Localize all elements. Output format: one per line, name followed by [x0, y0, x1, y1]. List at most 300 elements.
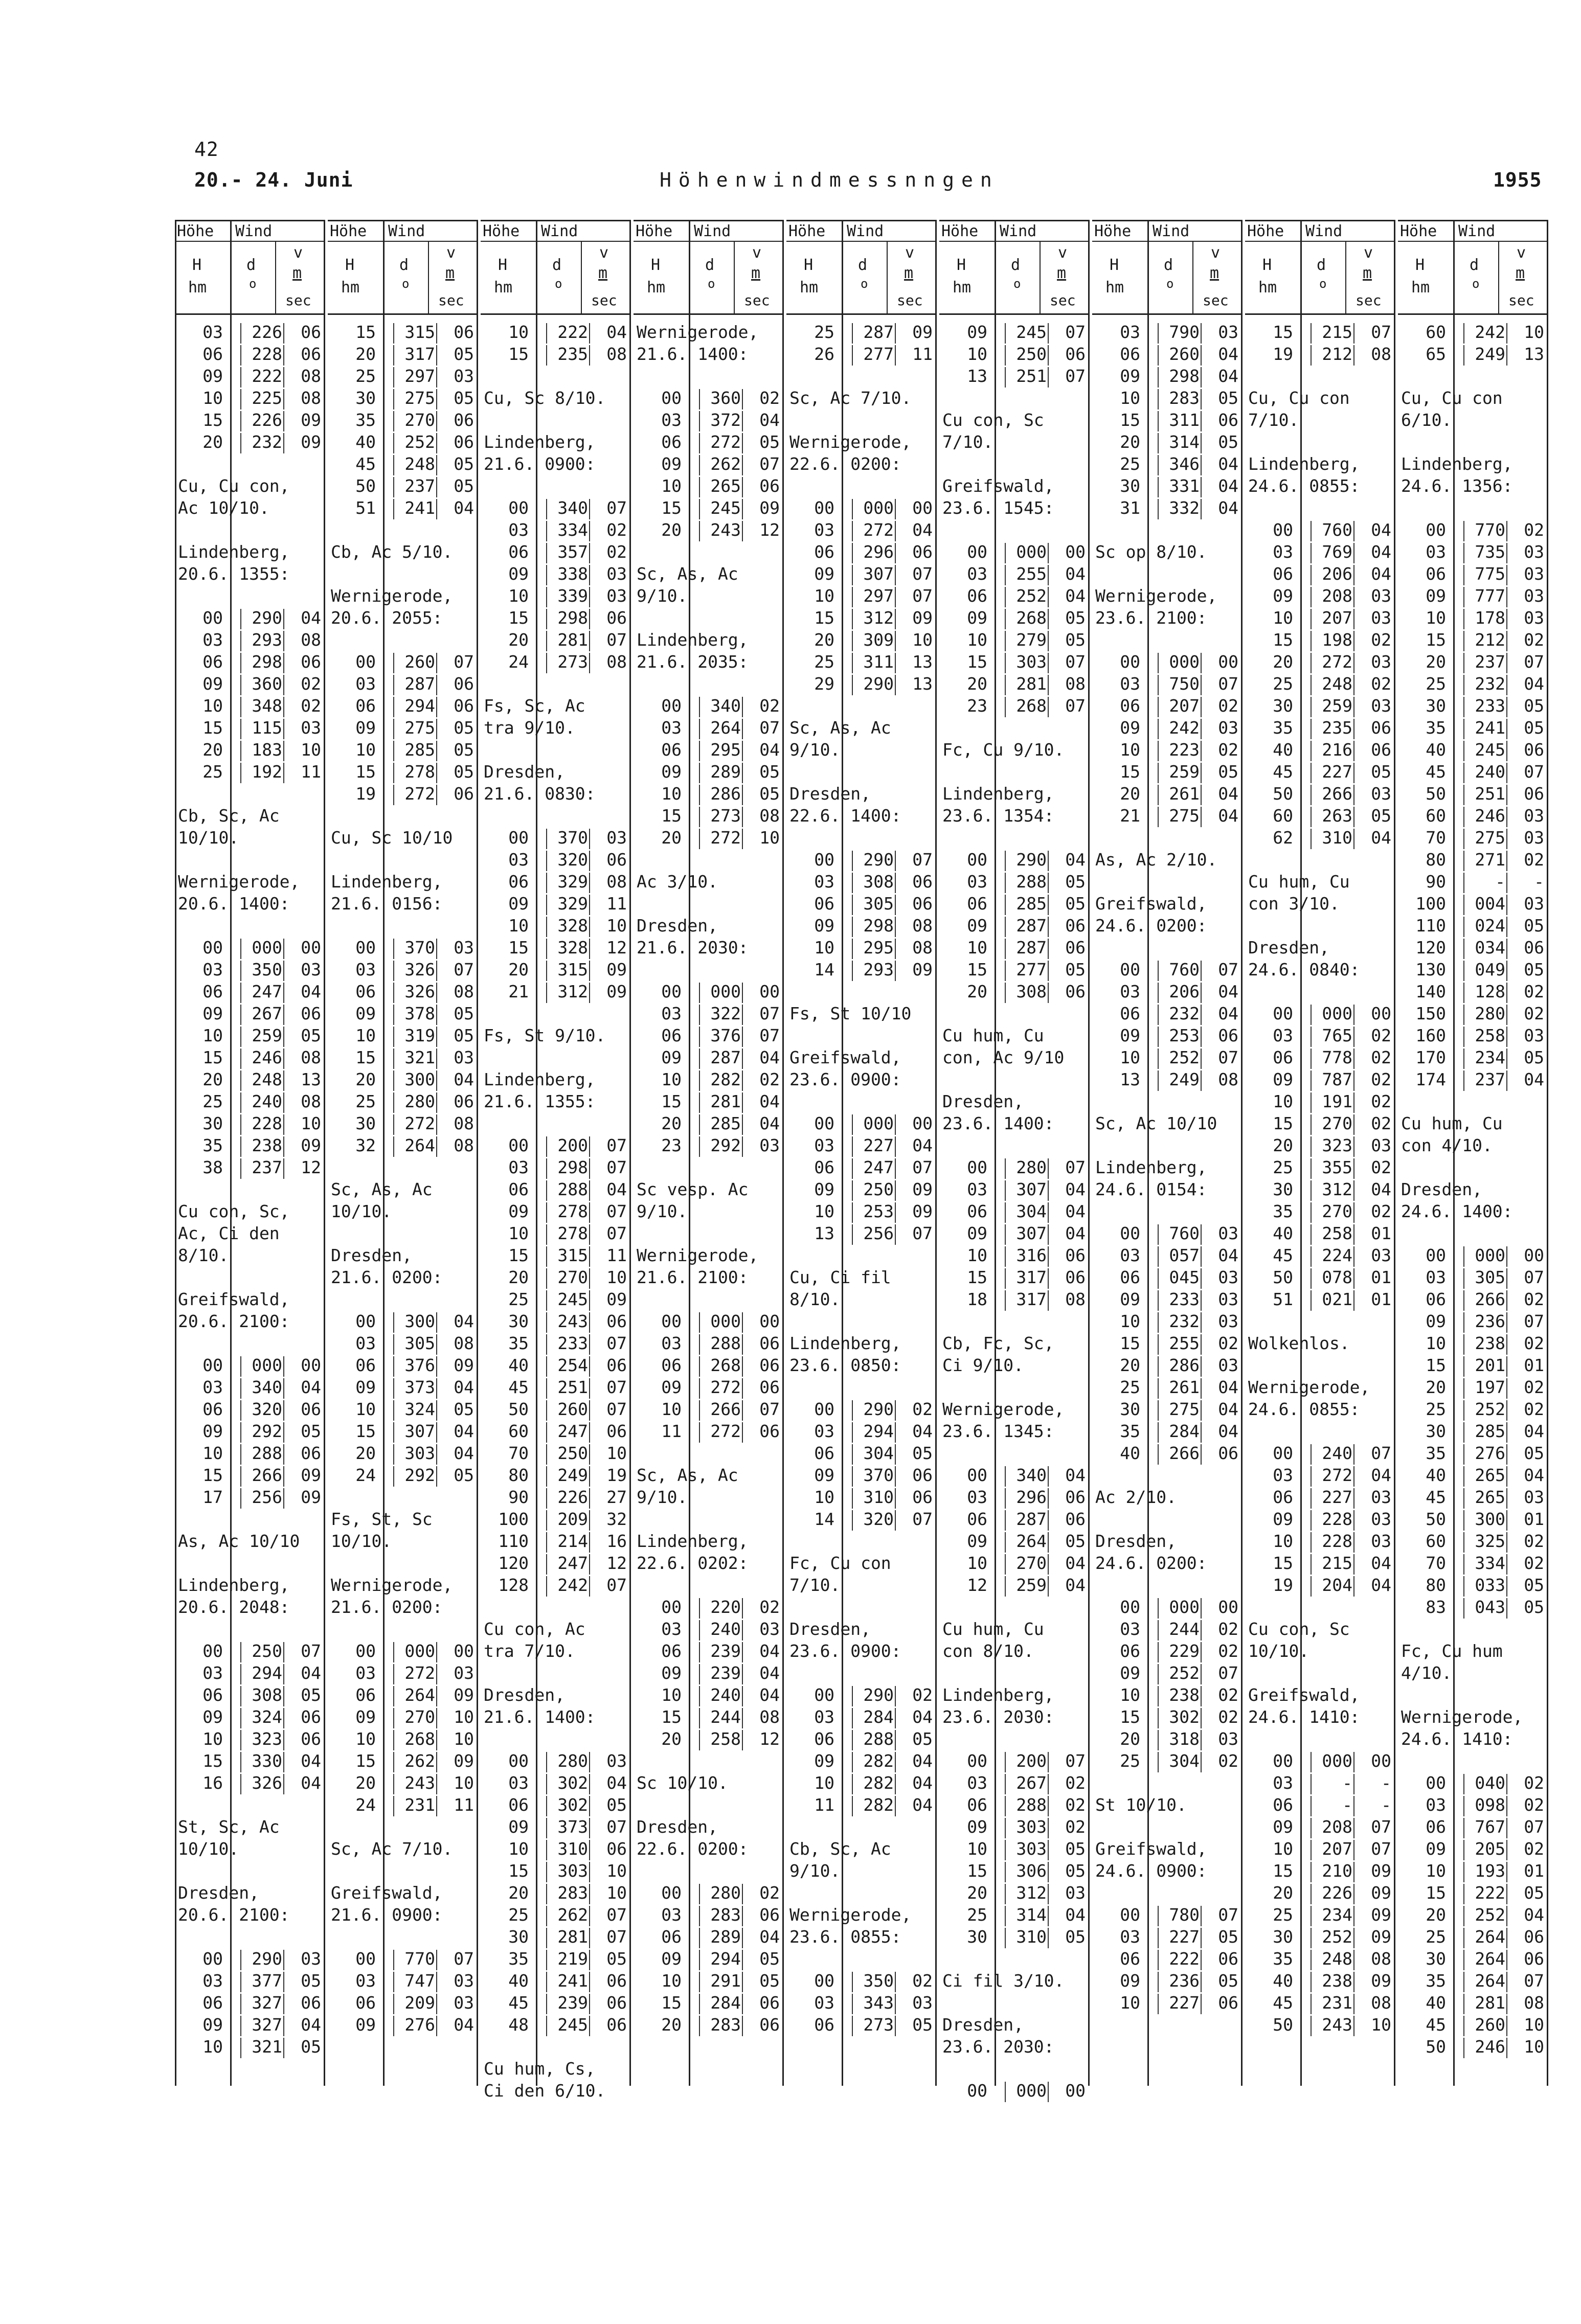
- table-column: [1245, 220, 1395, 2086]
- speed-value: 03: [1218, 1223, 1238, 1243]
- note-label: 7/10.: [942, 432, 993, 452]
- blank-line: [328, 850, 478, 872]
- speed-value: 03: [1371, 1487, 1391, 1507]
- table-row: [939, 1465, 1090, 1487]
- direction-value: 271: [1475, 850, 1505, 870]
- speed-value: 06: [1065, 982, 1086, 1001]
- height-value: 170: [1415, 1047, 1446, 1067]
- header-sec: sec: [591, 292, 617, 309]
- note-text: [175, 1245, 325, 1267]
- speed-value: 03: [301, 718, 321, 738]
- direction-value: 212: [1475, 630, 1505, 650]
- direction-value: 308: [1016, 982, 1047, 1001]
- direction-value: 316: [1016, 1245, 1047, 1265]
- height-value: 15: [355, 762, 376, 782]
- note-label: Greifswald,: [1095, 894, 1207, 914]
- speed-value: 04: [1218, 1004, 1238, 1023]
- note-text: [1398, 1641, 1548, 1663]
- direction-value: 288: [1016, 1795, 1047, 1815]
- speed-value: 06: [1065, 916, 1086, 936]
- speed-value: 07: [606, 1223, 627, 1243]
- blank-line: [175, 586, 325, 608]
- speed-value: 04: [454, 1421, 474, 1441]
- note-text: [1245, 1707, 1395, 1729]
- note-text: [786, 784, 937, 806]
- table-row: [1398, 2037, 1548, 2059]
- speed-value: 10: [606, 1861, 627, 1881]
- direction-value: 264: [1475, 1927, 1505, 1947]
- height-value: 20: [355, 1069, 376, 1089]
- height-value: 90: [508, 1487, 529, 1507]
- height-value: 60: [1426, 806, 1446, 826]
- direction-value: 249: [1169, 1069, 1200, 1089]
- table-row: [786, 1223, 937, 1245]
- direction-value: 280: [404, 1091, 435, 1111]
- direction-value: 328: [557, 938, 588, 958]
- table-row: [175, 674, 325, 696]
- direction-value: 370: [863, 1465, 894, 1485]
- height-value: 20: [814, 630, 834, 650]
- height-value: 06: [1273, 1487, 1293, 1507]
- height-value: 03: [202, 630, 223, 650]
- note-label: Lindenberg,: [942, 1685, 1054, 1705]
- height-value: 09: [508, 564, 529, 584]
- direction-value: 305: [863, 894, 894, 914]
- direction-value: 246: [1475, 806, 1505, 826]
- direction-value: 200: [557, 1135, 588, 1155]
- direction-value: 338: [557, 564, 588, 584]
- note-text: [328, 586, 478, 608]
- speed-value: 04: [1218, 784, 1238, 804]
- note-text: [175, 1289, 325, 1311]
- table-row: [1245, 1026, 1395, 1047]
- speed-value: 06: [301, 322, 321, 342]
- note-label: Sc, As, Ac: [637, 564, 738, 584]
- table-row: [1092, 1905, 1243, 1927]
- header-hohe: Höhe: [1094, 222, 1132, 240]
- table-row: [1398, 1839, 1548, 1861]
- table-row: [481, 982, 631, 1004]
- speed-value: 02: [1371, 630, 1391, 650]
- table-row: [481, 1817, 631, 1839]
- direction-value: 307: [1016, 1223, 1047, 1243]
- note-text: [175, 872, 325, 894]
- speed-value: 06: [1065, 1245, 1086, 1265]
- height-value: 45: [1426, 1487, 1446, 1507]
- header-divider: [275, 241, 276, 313]
- table-row: [786, 1421, 937, 1443]
- speed-value: 03: [1371, 1245, 1391, 1265]
- height-value: 06: [661, 740, 682, 760]
- table-row: [634, 762, 784, 784]
- speed-value: 00: [301, 1355, 321, 1375]
- direction-value: 208: [1322, 586, 1352, 606]
- speed-value: 05: [759, 1971, 780, 1991]
- speed-value: 02: [1524, 1773, 1544, 1793]
- header-h: H: [1110, 256, 1119, 274]
- table-row: [175, 1487, 325, 1509]
- direction-value: 237: [252, 1157, 282, 1177]
- height-value: 40: [1273, 1223, 1293, 1243]
- note-text: [1398, 410, 1548, 432]
- direction-value: 238: [252, 1135, 282, 1155]
- table-row: [1398, 1421, 1548, 1443]
- height-value: 06: [1120, 696, 1140, 716]
- speed-value: 09: [606, 960, 627, 979]
- speed-value: 06: [759, 476, 780, 496]
- speed-value: 07: [912, 586, 933, 606]
- table-row: [1245, 674, 1395, 696]
- direction-value: 234: [1322, 1905, 1352, 1925]
- table-row: [1245, 740, 1395, 762]
- table-row: [481, 564, 631, 586]
- direction-value: 264: [1475, 1949, 1505, 1969]
- height-value: 11: [661, 1421, 682, 1441]
- note-label: Cu hum, Cu: [942, 1619, 1044, 1639]
- height-value: 06: [967, 586, 987, 606]
- direction-value: 283: [710, 2015, 741, 2035]
- height-value: 35: [355, 410, 376, 430]
- speed-value: 03: [1371, 1135, 1391, 1155]
- note-label: Dresden,: [484, 762, 565, 782]
- direction-value: 326: [404, 960, 435, 979]
- blank-line: [328, 564, 478, 586]
- header-d: d: [1470, 256, 1479, 274]
- note-text: [786, 1553, 937, 1575]
- direction-value: 222: [1169, 1949, 1200, 1969]
- height-value: 13: [814, 1223, 834, 1243]
- direction-value: 049: [1475, 960, 1505, 979]
- direction-value: 264: [710, 718, 741, 738]
- table-row: [1092, 674, 1243, 696]
- direction-value: 280: [710, 1883, 741, 1903]
- direction-value: 293: [252, 630, 282, 650]
- table-row: [1398, 1267, 1548, 1289]
- speed-value: 08: [1371, 1993, 1391, 2013]
- height-value: 174: [1415, 1069, 1446, 1089]
- height-value: 60: [1273, 806, 1293, 826]
- height-value: 06: [355, 1685, 376, 1705]
- direction-value: 373: [404, 1377, 435, 1397]
- table-row: [1092, 1751, 1243, 1773]
- height-value: 10: [661, 1685, 682, 1705]
- speed-value: 07: [606, 1135, 627, 1155]
- note-label: 23.6. 1545:: [942, 498, 1054, 518]
- note-text: [1398, 1113, 1548, 1135]
- speed-value: 02: [606, 542, 627, 562]
- table-row: [175, 1355, 325, 1377]
- height-value: 50: [1273, 2015, 1293, 2035]
- direction-value: 370: [404, 938, 435, 958]
- blank-line: [175, 1179, 325, 1201]
- table-row: [634, 498, 784, 520]
- blank-line: [175, 1553, 325, 1575]
- note-label: As, Ac 2/10.: [1095, 850, 1217, 870]
- direction-value: 250: [863, 1179, 894, 1199]
- blank-line: [634, 1861, 784, 1883]
- height-value: 00: [1120, 1597, 1140, 1617]
- table-row: [175, 344, 325, 366]
- note-text: [175, 1531, 325, 1553]
- direction-value: 311: [863, 652, 894, 672]
- direction-value: 376: [404, 1355, 435, 1375]
- direction-value: 270: [1322, 1201, 1352, 1221]
- table-row: [1092, 1993, 1243, 2015]
- direction-value: 309: [863, 630, 894, 650]
- table-row: [1398, 344, 1548, 366]
- direction-value: 294: [252, 1663, 282, 1683]
- height-value: 20: [1120, 432, 1140, 452]
- header-d: d: [246, 256, 256, 274]
- direction-value: 237: [1475, 652, 1505, 672]
- speed-value: 04: [1371, 828, 1391, 848]
- direction-value: 310: [863, 1487, 894, 1507]
- speed-value: 05: [606, 1795, 627, 1815]
- direction-value: 323: [1322, 1135, 1352, 1155]
- blank-line: [1092, 630, 1243, 652]
- table-row: [1245, 1223, 1395, 1245]
- speed-value: 04: [759, 1113, 780, 1133]
- direction-value: 350: [863, 1971, 894, 1991]
- table-row: [1092, 1399, 1243, 1421]
- table-row: [939, 1751, 1090, 1773]
- speed-value: 03: [606, 586, 627, 606]
- header-hm: hm: [1258, 279, 1277, 297]
- note-label: 8/10.: [178, 1245, 229, 1265]
- direction-value: 272: [404, 1113, 435, 1133]
- direction-value: 355: [1322, 1157, 1352, 1177]
- direction-value: 245: [557, 2015, 588, 2035]
- table-row: [175, 960, 325, 982]
- table-row: [1245, 1091, 1395, 1113]
- speed-value: 06: [1524, 740, 1544, 760]
- table-row: [481, 1201, 631, 1223]
- blank-line: [175, 1795, 325, 1817]
- note-text: [786, 740, 937, 762]
- note-text: [786, 1575, 937, 1597]
- blank-line: [1398, 1751, 1548, 1773]
- note-text: [1092, 1553, 1243, 1575]
- height-value: 10: [1120, 1047, 1140, 1067]
- table-row: [1398, 322, 1548, 344]
- table-row: [481, 1553, 631, 1575]
- blank-line: [939, 2059, 1090, 2081]
- note-text: [481, 454, 631, 476]
- direction-value: 253: [1169, 1026, 1200, 1045]
- speed-value: 06: [1371, 718, 1391, 738]
- table-row: [1398, 1245, 1548, 1267]
- note-text: [634, 1817, 784, 1839]
- speed-value: 08: [1371, 1949, 1391, 1969]
- speed-value: 02: [759, 1597, 780, 1617]
- height-value: 03: [1273, 1773, 1293, 1793]
- table-row: [1398, 1971, 1548, 1993]
- height-value: 15: [1273, 1861, 1293, 1881]
- speed-value: 06: [759, 1355, 780, 1375]
- speed-value: 04: [1371, 1179, 1391, 1199]
- direction-value: 264: [404, 1685, 435, 1705]
- speed-value: 05: [301, 1971, 321, 1991]
- header-sec: sec: [1203, 292, 1229, 309]
- direction-value: 227: [1169, 1993, 1200, 2013]
- direction-value: 302: [557, 1773, 588, 1793]
- note-label: 20.6. 2100:: [178, 1905, 290, 1925]
- height-value: 30: [1426, 1421, 1446, 1441]
- direction-value: 267: [252, 1004, 282, 1023]
- table-row: [481, 1795, 631, 1817]
- table-row: [1398, 542, 1548, 564]
- direction-value: 245: [557, 1289, 588, 1309]
- height-value: 00: [355, 1949, 376, 1969]
- note-label: Dresden,: [178, 1883, 259, 1903]
- direction-value: 285: [404, 740, 435, 760]
- height-value: 15: [1426, 1883, 1446, 1903]
- direction-value: 290: [863, 850, 894, 870]
- blank-line: [939, 1729, 1090, 1751]
- direction-value: 239: [710, 1663, 741, 1683]
- direction-value: 272: [710, 1421, 741, 1441]
- blank-line: [1092, 1135, 1243, 1157]
- height-value: 09: [1426, 586, 1446, 606]
- height-value: 06: [508, 872, 529, 892]
- note-label: 23.6. 2030:: [942, 1707, 1054, 1727]
- speed-value: 04: [759, 1641, 780, 1661]
- table-row: [1092, 1729, 1243, 1751]
- speed-value: 04: [1524, 674, 1544, 694]
- direction-value: 250: [252, 1641, 282, 1661]
- speed-value: 12: [759, 1729, 780, 1749]
- direction-value: 278: [404, 762, 435, 782]
- direction-value: 245: [1475, 740, 1505, 760]
- table-row: [786, 1135, 937, 1157]
- table-row: [786, 894, 937, 916]
- note-text: [1398, 454, 1548, 476]
- direction-value: 306: [1016, 1861, 1047, 1881]
- table-row: [481, 1575, 631, 1597]
- direction-value: 222: [557, 322, 588, 342]
- direction-value: 284: [710, 1993, 741, 2013]
- table-row: [939, 1289, 1090, 1311]
- table-row: [481, 1443, 631, 1465]
- table-row: [786, 1201, 937, 1223]
- table-row: [1092, 1619, 1243, 1641]
- height-value: 10: [814, 938, 834, 958]
- height-value: 10: [202, 2037, 223, 2057]
- blank-line: [634, 1509, 784, 1531]
- direction-value: 247: [557, 1421, 588, 1441]
- height-value: 10: [967, 938, 987, 958]
- table-row: [939, 630, 1090, 652]
- speed-value: 02: [1065, 1773, 1086, 1793]
- note-text: [786, 432, 937, 454]
- direction-value: 240: [710, 1685, 741, 1705]
- blank-line: [786, 696, 937, 718]
- column-header: [1092, 220, 1243, 315]
- speed-value: 05: [454, 1465, 474, 1485]
- direction-value: -: [1342, 1773, 1352, 1793]
- table-row: [481, 828, 631, 850]
- table-row: [634, 1377, 784, 1399]
- height-value: 10: [508, 322, 529, 342]
- column-header: [786, 220, 937, 315]
- height-value: 03: [814, 1993, 834, 2013]
- direction-value: 294: [404, 696, 435, 716]
- height-value: 09: [814, 1465, 834, 1485]
- speed-value: 01: [1371, 1289, 1391, 1309]
- table-row: [328, 1707, 478, 1729]
- blank-line: [328, 520, 478, 542]
- table-row: [939, 344, 1090, 366]
- height-value: 06: [202, 1993, 223, 2013]
- direction-value: 760: [1169, 960, 1200, 979]
- table-row: [1245, 762, 1395, 784]
- note-text: [175, 828, 325, 850]
- speed-value: 03: [454, 1971, 474, 1991]
- direction-value: 227: [1169, 1927, 1200, 1947]
- speed-value: 04: [301, 608, 321, 628]
- note-label: 10/10.: [331, 1201, 392, 1221]
- height-value: 12: [967, 1575, 987, 1595]
- direction-value: 227: [1322, 1487, 1352, 1507]
- speed-value: 05: [759, 1949, 780, 1969]
- table-row: [1398, 520, 1548, 542]
- direction-value: 266: [1322, 784, 1352, 804]
- speed-value: 04: [1218, 1399, 1238, 1419]
- table-row: [634, 1707, 784, 1729]
- header-m: m: [751, 264, 761, 282]
- table-row: [1245, 1179, 1395, 1201]
- speed-value: 07: [1065, 696, 1086, 716]
- direction-value: 287: [710, 1047, 741, 1067]
- table-row: [175, 1377, 325, 1399]
- speed-value: 02: [759, 696, 780, 716]
- blank-line: [939, 1069, 1090, 1091]
- direction-value: 290: [252, 608, 282, 628]
- direction-value: 303: [1016, 652, 1047, 672]
- note-text: [481, 1069, 631, 1091]
- direction-value: 302: [1169, 1707, 1200, 1727]
- table-column: [1092, 220, 1243, 2086]
- height-value: 15: [661, 806, 682, 826]
- height-value: 09: [814, 1179, 834, 1199]
- direction-value: -: [1342, 1795, 1352, 1815]
- speed-value: 12: [759, 520, 780, 540]
- height-value: 06: [355, 982, 376, 1001]
- table-column: [481, 220, 631, 2101]
- height-value: 10: [202, 388, 223, 408]
- header-h: H: [1262, 256, 1272, 274]
- note-label: 24.6. 0855:: [1248, 1399, 1360, 1419]
- direction-value: 057: [1169, 1245, 1200, 1265]
- height-value: 09: [661, 1377, 682, 1397]
- blank-line: [1092, 1817, 1243, 1839]
- direction-value: 266: [710, 1399, 741, 1419]
- table-row: [1092, 960, 1243, 982]
- height-value: 15: [1273, 1553, 1293, 1573]
- table-row: [175, 630, 325, 652]
- height-value: 100: [1415, 894, 1446, 914]
- note-text: [939, 1026, 1090, 1047]
- direction-value: 288: [710, 1333, 741, 1353]
- note-label: Fs, Sc, Ac: [484, 696, 585, 716]
- speed-value: 05: [301, 2037, 321, 2057]
- table-row: [328, 1663, 478, 1685]
- table-row: [1245, 784, 1395, 806]
- speed-value: 08: [606, 652, 627, 672]
- speed-value: 27: [606, 1487, 627, 1507]
- height-value: 03: [355, 1333, 376, 1353]
- speed-value: 03: [912, 1993, 933, 2013]
